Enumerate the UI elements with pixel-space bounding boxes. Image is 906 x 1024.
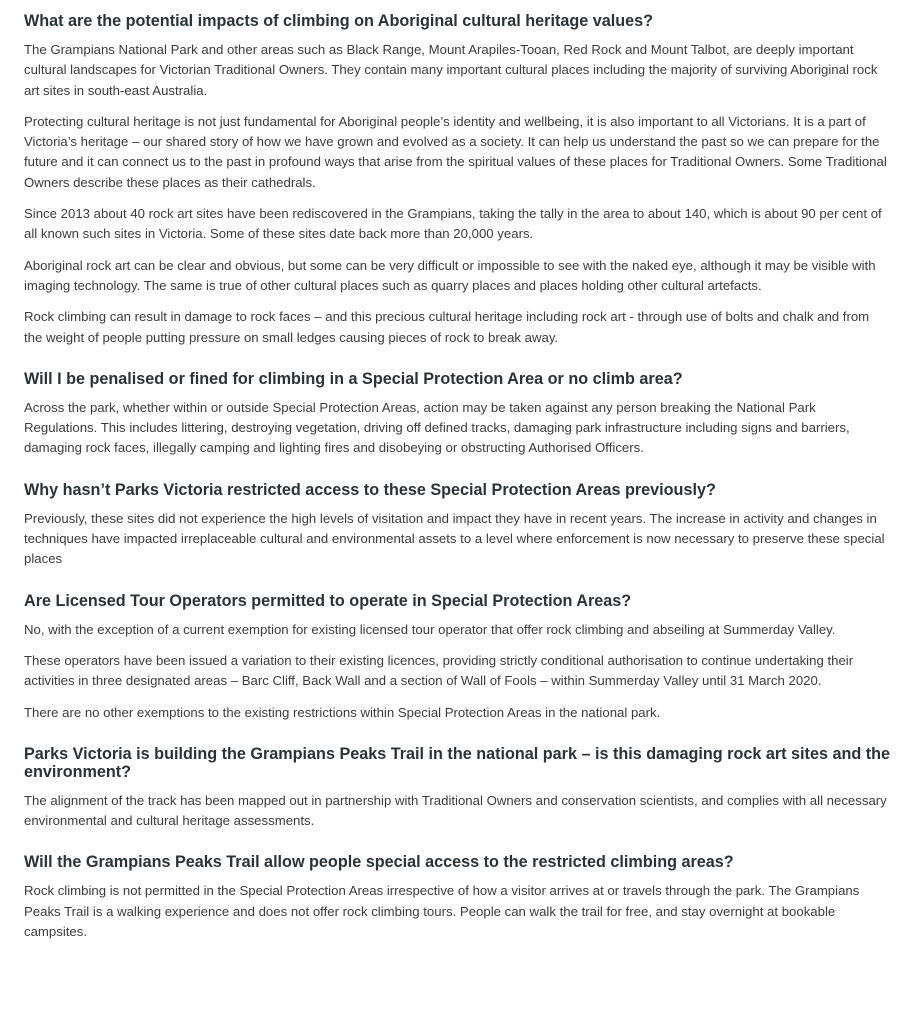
faq-paragraph: There are no other exemptions to the existing restrictions within Special Protection Areas in the national park. [24,704,661,720]
faq-paragraph: The Grampians National Park and other areas such as Black Range, Mount Arapiles-Tooan, Red Rock and Mount Talbot, are deeply important cultural landscapes for Victorian Traditional Owners. They contain many important cultural places including the majority of surviving Aboriginal rock art sites in south-east Australia. [24,42,878,98]
faq-paragraph: Across the park, whether within or outside Special Protection Areas, action may be taken against any person breaking the National Park Regulations. This includes littering, destroying vegetation, driving off defined tracks, damaging park infrastructure including signs and barriers, damaging rock faces, illegally camping and lighting fires and disobeying or obstructing Authorised Officers. [24,399,850,456]
faq-question: Will I be penalised or fined for climbing in a Special Protection Area or no climb area? [24,369,683,388]
faq-section-penalties [24,370,890,459]
faq-paragraph: These operators have been issued a variation to their existing licences, providing strictly conditional authorisation to continue undertaking their activities in three designated areas – Barc Cliff, Back Wall and a section of Wall of Fools – within Summerday Valley until 31 March 2020. [24,652,854,689]
faq-paragraph: Rock climbing is not permitted in the Special Protection Areas irrespective of how a visitor arrives at or travels through the park. The Grampians Peaks Trail is a walking experience and does not offer rock climbing tours. People can walk the trail for free, and stay overnight at bookable campsites. [24,883,860,940]
faq-question: Parks Victoria is building the Grampians Peaks Trail in the national park – is this damaging rock art sites and the environment? [24,744,890,781]
faq-question: Are Licensed Tour Operators permitted to operate in Special Protection Areas? [24,591,632,610]
faq-paragraph: Since 2013 about 40 rock art sites have been rediscovered in the Grampians, taking the tally in the area to about 140, which is about 90 per cent of all known such sites in Victoria. Some of these sites date back more than 20,000 years. [24,206,882,242]
faq-paragraph: Protecting cultural heritage is not just fundamental for Aboriginal people’s identity and wellbeing, it is also important to all Victorians. It is a part of Victoria’s heritage – our shared story of how we have grown and evolved as a society. It can help us understand the past so we can prepare for the future and it can connect us to the past in profound ways that arise from the spiritual values of these places for Traditional Owners. Some Traditional Owners describe these places as their cathedrals. [24,113,887,190]
faq-paragraph: Aboriginal rock art can be clear and obvious, but some can be very difficult or impossible to see with the naked eye, although it may be visible with imaging technology. The same is true of other cultural places such as quarry places and places holding other cultural artefacts. [24,257,876,293]
faq-paragraph: The alignment of the track has been mapped out in partnership with Traditional Owners and conservation scientists, and complies with all necessary environmental and cultural heritage assessments. [24,792,887,829]
faq-question: What are the potential impacts of climbing on Aboriginal cultural heritage values? [24,12,654,30]
faq-section-tour-operators [24,592,890,723]
faq-paragraph: Rock climbing can result in damage to rock faces – and this precious cultural heritage including rock art - through use of bolts and chalk and from the weight of people putting pressure on small ledges causing pieces of rock to break away. [24,309,870,345]
faq-section-peaks-trail-access [24,853,890,942]
faq-question: Why hasn’t Parks Victoria restricted access to these Special Protection Areas previously? [24,480,716,499]
faq-paragraph: Previously, these sites did not experience the high levels of visitation and impact they have in recent years. The increase in activity and changes in techniques have impacted irreplaceable cultural and environmental assets to a level where enforcement is now necessary to preserve these special places [24,510,885,567]
faq-paragraph: No, with the exception of a current exemption for existing licensed tour operator that offer rock climbing and abseiling at Summerday Valley. [24,621,836,637]
faq-section-previous-access [24,481,890,570]
faq-section-peaks-trail-impact [24,745,890,832]
faq-question: Will the Grampians Peaks Trail allow people special access to the restricted climbing areas? [24,853,734,872]
faq-section-cultural-heritage [24,12,890,348]
